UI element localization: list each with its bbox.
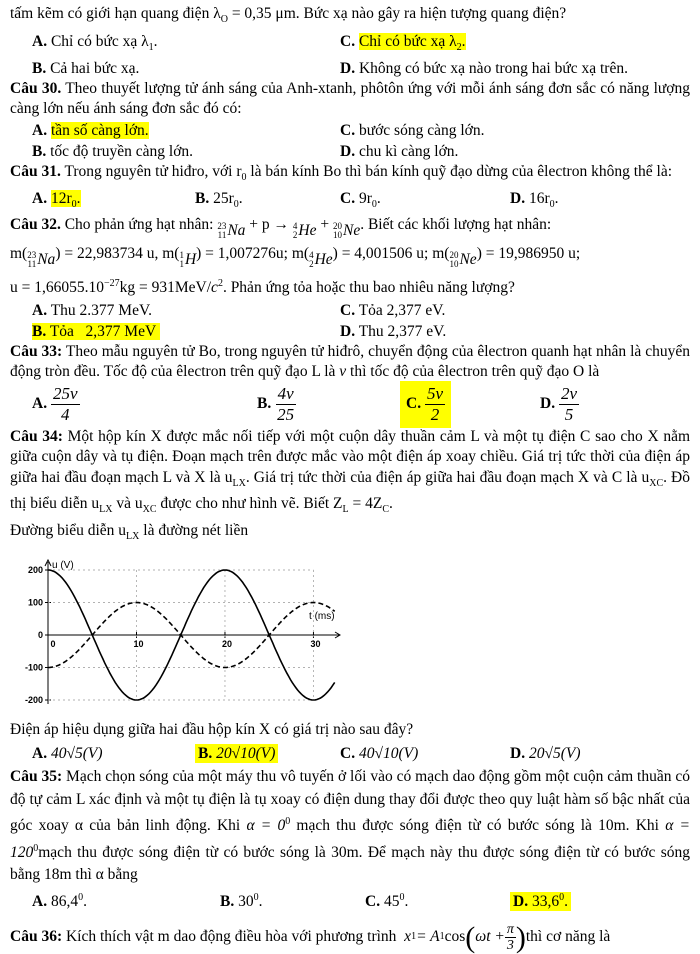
q29-options-2 bbox=[10, 58, 690, 79]
q34-answer-highlight: B. 20√10(V) bbox=[195, 744, 278, 763]
q32-stem: Câu 32. Cho phản ứng hạt nhân: 23 11 Na + p → 4 2 He + 20 10 Ne . Biết các khối lượng hạt nhân: bbox=[10, 216, 552, 241]
q34-option-d[interactable]: D. 20√5(V) bbox=[510, 744, 581, 762]
q29-options bbox=[10, 31, 690, 58]
q32-option-a[interactable]: A. Thu 2.377 MeV. bbox=[32, 301, 153, 319]
q32-option-b[interactable] bbox=[10, 321, 340, 342]
q30-option-a[interactable]: A. tần số càng lớn. bbox=[32, 121, 149, 139]
y-axis-label: u (V) bbox=[52, 559, 74, 571]
q31-option-c[interactable]: C. $9r_0$. bbox=[340, 190, 381, 211]
q31-option-b[interactable]: B. $25r_0$. bbox=[195, 190, 243, 211]
q30-answer-highlight: tần số càng lớn. bbox=[50, 121, 149, 139]
q31-option-d[interactable]: D. $16r_0$. bbox=[510, 190, 559, 211]
lambda0-sub: O bbox=[220, 14, 228, 26]
q33-option-c[interactable] bbox=[400, 381, 540, 428]
y-tick-label: -100 bbox=[24, 662, 43, 673]
nuclide-ne: 20 10 Ne bbox=[333, 221, 361, 241]
y-tick-label: -200 bbox=[24, 694, 43, 705]
q30-option-c[interactable]: C. bước sóng càng lớn. bbox=[340, 121, 485, 139]
q31-option-a[interactable]: A. $12r_0$. bbox=[32, 190, 81, 211]
q36-stem: Câu 36: Kích thích vật m dao động điều hòa với phương trình x 1 = A 1 cos ( ωt + $\frac{\pi}{3}$ ) thì cơ năng là bbox=[10, 920, 611, 954]
q30-options bbox=[10, 120, 690, 141]
q32-option-d[interactable]: D. Thu 2,377 eV. bbox=[340, 322, 447, 340]
x-tick-label: 20 bbox=[221, 638, 232, 649]
q30-options-2 bbox=[10, 141, 690, 162]
q33-answer-highlight: C. $\frac{5v}{2}$ bbox=[400, 381, 451, 428]
x-tick-label: 30 bbox=[310, 638, 321, 649]
q29-stem-end bbox=[10, 4, 690, 31]
q35-stem: Câu 35: Mạch chọn sóng của một máy thu vô tuyến ở lối vào có mạch dao động gồm một cuộn cảm thuần có độ tự cảm L xác định và một tụ điện là tụ xoay có điện dung thay đổi được theo quy luật hàm số bậc nhất của góc xoay α của bản linh động. Khi $\alpha = 0^0$ mạch thu được sóng điện từ có bước sóng là 10m. Khi $\alpha = 120^0mạch$ thu được sóng điện từ có bước sóng là 30m. Để mạch này thu được sóng điện từ có bước sóng bằng 18m thì α bằng bbox=[10, 768, 691, 884]
q33-options bbox=[10, 383, 690, 427]
x-tick-label: 0 bbox=[50, 638, 56, 649]
voltage-chart bbox=[10, 550, 350, 715]
q32-masses: m( 23 11 Na ) = 22,983734 u, m( 1 1 H ) = 1,007276u; m( 4 2 He ) = 4,001506 u; m( 20 10 Ne ) = 19,986950 u; bbox=[10, 244, 581, 269]
q35-answer-highlight: D. 33,6$^0$. bbox=[510, 892, 571, 911]
q34-options bbox=[10, 740, 690, 766]
q30-stem: Câu 30. Theo thuyết lượng tử ánh sáng của Anh-xtanh, phôtôn ứng với mỗi ánh sáng đơn sắc có năng lượng càng lớn nếu ánh sáng đơn sắc đó có: bbox=[10, 79, 690, 118]
q32-u-line: $u = 1,66055.10^{-27}kg = 931MeV/c^2$. Phản ứng tỏa hoặc thu bao nhiêu năng lượng? bbox=[10, 277, 515, 296]
q30-option-d[interactable]: D. chu kì càng lớn. bbox=[340, 142, 459, 160]
q29-option-d[interactable]: D. Không có bức xạ nào trong hai bức xạ trên. bbox=[340, 59, 628, 77]
q31-stem: Câu 31. Trong nguyên tử hiđro, với $r_0$ là bán kính Bo thì bán kính quỹ đạo dừng của êlectron không thể là: bbox=[10, 162, 673, 183]
q34-option-a[interactable]: A. 40√5(V) bbox=[32, 744, 103, 762]
q34-stem: Câu 34: Một hộp kín X được mắc nối tiếp với một cuộn dây thuần cảm L và một tụ điện C sao cho X nằm giữa cuộn dây và tụ điện. Đoạn mạch trên được mắc vào một điện áp xoay chiều. Giá trị tức thời của điện áp giữa hai đầu đoạn mạch L và X là $u_{LX}$. Giá trị tức thời của điện áp giữa hai đầu đoạn mạch X và C là $u_{XC}$. Đồ thị biểu diễn $u_{LX}$ và $u_{XC}$ được cho như hình vẽ. Biết $Z_L = 4Z_C$. bbox=[10, 427, 691, 516]
q33-option-b[interactable]: B. $\frac{4v}{25}$ bbox=[257, 384, 295, 425]
q33-option-d[interactable]: D. $\frac{2v}{5}$ bbox=[540, 384, 577, 425]
y-tick-label: 100 bbox=[27, 597, 43, 608]
q29-answer-highlight: Chỉ có bức xạ $\lambda_2$. bbox=[358, 32, 466, 53]
q33-option-a[interactable]: A. $\frac{25v}{4}$ bbox=[32, 384, 78, 425]
nuclide-na: 23 11 Na bbox=[217, 221, 246, 241]
nuclide-he: 4 2 He bbox=[292, 221, 317, 241]
q31-answer-highlight: $12r_0$. bbox=[50, 190, 81, 211]
x-tick-label: 10 bbox=[133, 638, 144, 649]
q32-options bbox=[10, 300, 690, 321]
q29-option-c[interactable]: C. Chỉ có bức xạ $\lambda_2$. bbox=[340, 32, 466, 53]
x-axis-label: t (ms) bbox=[309, 610, 335, 622]
q29-option-b[interactable]: B. Cả hai bức xạ. bbox=[32, 59, 140, 77]
q35-option-a[interactable]: A. 86,4$^0$. bbox=[32, 891, 87, 911]
y-tick-label: 0 bbox=[37, 629, 43, 640]
y-tick-label: 200 bbox=[27, 564, 43, 575]
q35-option-c[interactable]: C. $45^0$. bbox=[365, 891, 409, 911]
q33-stem: Câu 33: Theo mẫu nguyên tử Bo, trong nguyên tử hiđrô, chuyển động của êlectron quanh hạt nhân là chuyển động tròn đều. Tốc độ của êlectron trên quỹ đạo L là v thì tốc độ của êlectron trên quỹ đạo O là bbox=[10, 342, 690, 381]
q32-option-c[interactable]: C. Tỏa 2,377 eV. bbox=[340, 301, 446, 319]
q34-line2: Đường biểu diễn $u_{LX}$ là đường nét liền bbox=[10, 521, 249, 543]
q29-text: tấm kẽm có giới hạn quang điện λ bbox=[10, 5, 221, 22]
q34-question: Điện áp hiệu dụng giữa hai đầu hộp kín X có giá trị nào sau đây? bbox=[10, 720, 414, 738]
q35-option-d[interactable] bbox=[510, 887, 571, 912]
q29-text-end: = 0,35 μm. Bức xạ nào gây ra hiện tượng quang điện? bbox=[227, 5, 567, 22]
q30-option-b[interactable]: B. tốc độ truyền càng lớn. bbox=[32, 142, 194, 160]
q32-options-2 bbox=[10, 321, 690, 342]
q31-options bbox=[10, 188, 690, 215]
q35-option-b[interactable]: B. $30^0$. bbox=[220, 891, 263, 911]
q29-option-a[interactable]: A. Chỉ có bức xạ $\lambda_1$. bbox=[32, 32, 158, 53]
q34-option-b[interactable] bbox=[195, 743, 340, 764]
q34-option-c[interactable]: C. 40√10(V) bbox=[340, 744, 419, 762]
q35-options bbox=[10, 887, 690, 912]
q32-answer-highlight: B. Tỏa 2,377 MeV bbox=[32, 323, 160, 340]
